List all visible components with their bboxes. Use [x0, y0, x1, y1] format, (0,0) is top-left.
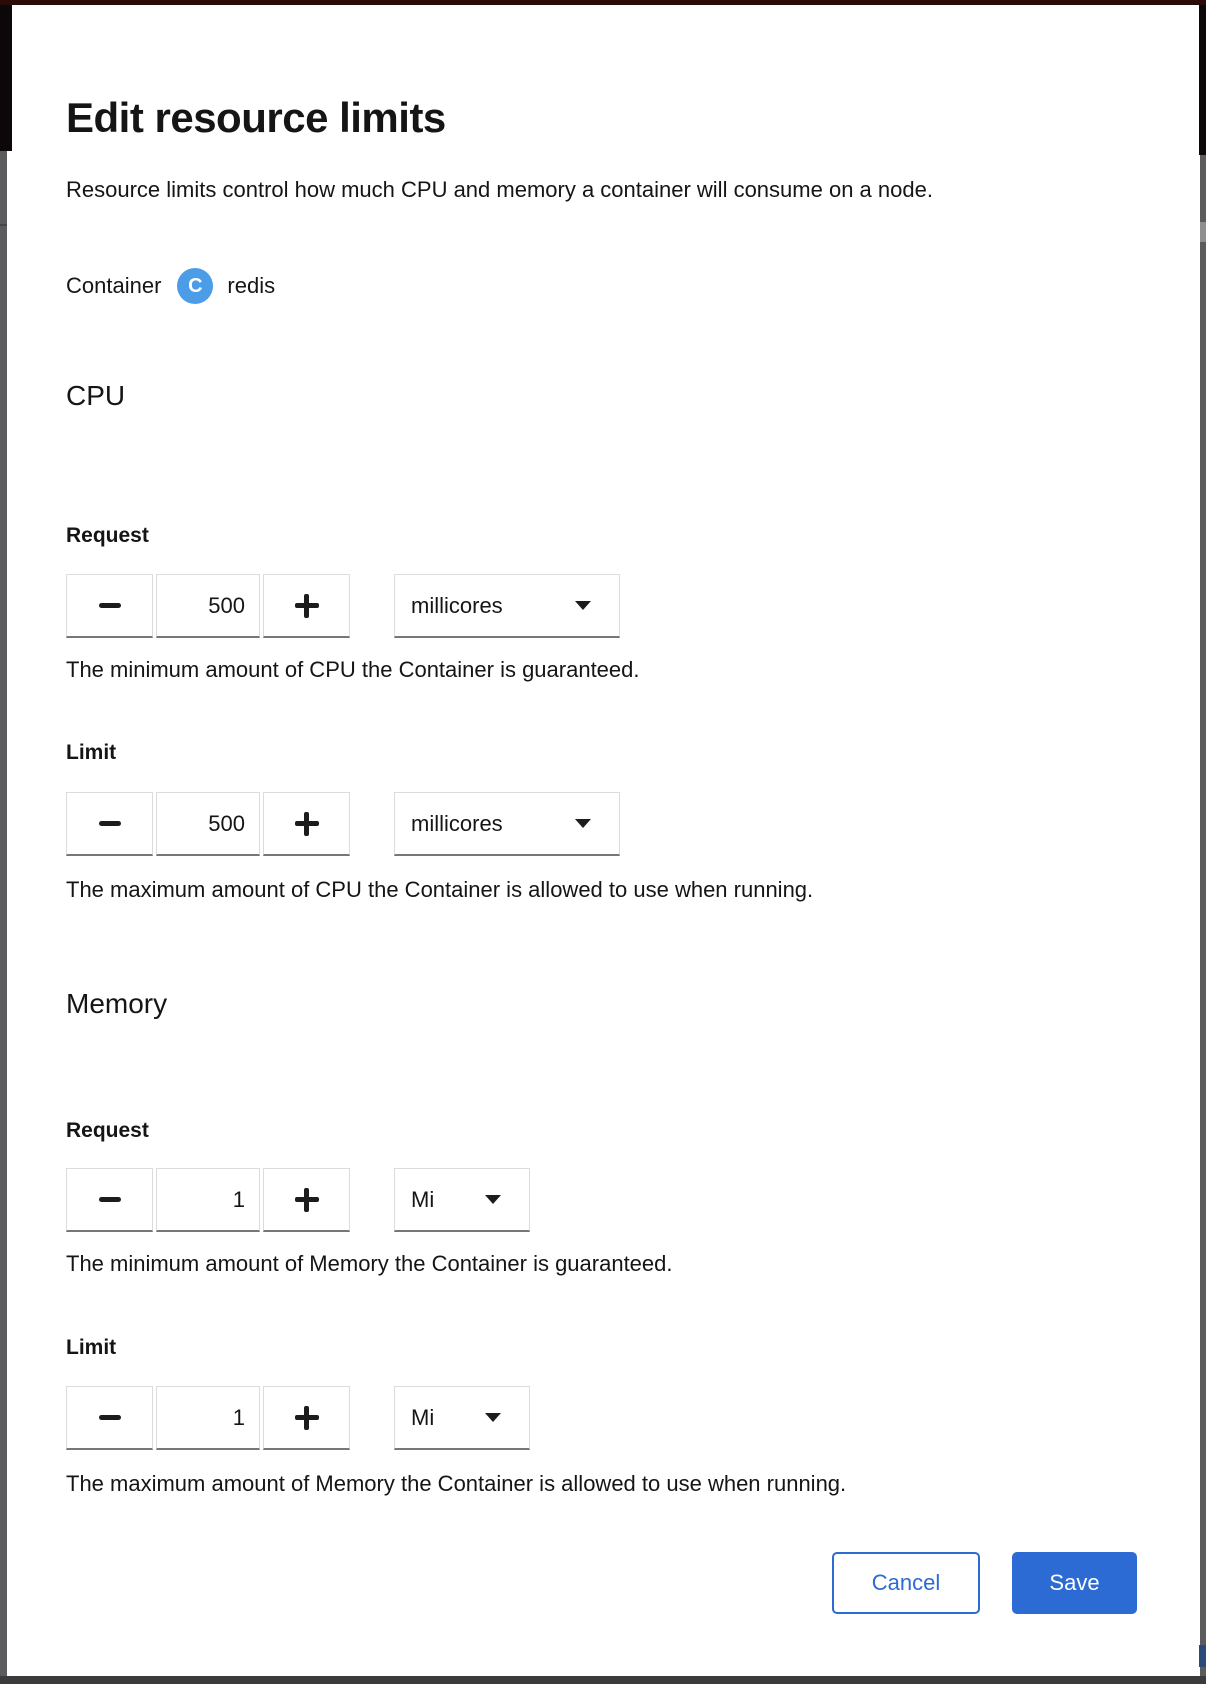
memory-request-label: Request: [66, 1119, 149, 1142]
memory-limit-input[interactable]: [157, 1387, 259, 1448]
page-edge-bottom: [0, 1676, 1206, 1684]
memory-request-unit-select[interactable]: [394, 1168, 530, 1232]
dialog-description: Resource limits control how much CPU and memory a container will consume on a node.: [66, 177, 933, 202]
cpu-request-input[interactable]: [157, 575, 259, 636]
memory-request-input-box: [156, 1168, 260, 1232]
cpu-request-stepper: [66, 574, 620, 638]
minus-button[interactable]: [66, 1168, 153, 1232]
container-badge-icon: C: [177, 268, 213, 304]
memory-request-unit-value: Mi: [411, 1186, 435, 1212]
memory-limit-stepper: [66, 1386, 530, 1450]
container-name: redis: [227, 273, 276, 298]
memory-limit-unit-value: Mi: [411, 1404, 435, 1430]
page-edge-right-scroll-thumb: [1200, 222, 1206, 242]
page-edge-right: [1200, 155, 1206, 1684]
page-edge-right-fragment: [1199, 1645, 1206, 1667]
memory-request-input[interactable]: [157, 1169, 259, 1230]
container-label: Container: [66, 273, 162, 298]
minus-icon: [99, 821, 121, 826]
memory-limit-help: The maximum amount of Memory the Container is allowed to use when running.: [66, 1471, 847, 1496]
cpu-limit-unit-value: millicores: [411, 810, 503, 836]
minus-button[interactable]: [66, 1386, 153, 1450]
save-button[interactable]: Save: [1012, 1552, 1137, 1614]
cpu-limit-stepper: [66, 792, 620, 856]
memory-limit-input-box: [156, 1386, 260, 1450]
page-edge-right-top: [1199, 5, 1206, 155]
caret-down-icon: [575, 819, 591, 828]
memory-limit-label: Limit: [66, 1336, 117, 1359]
cpu-limit-help: The maximum amount of CPU the Container is allowed to use when running.: [66, 877, 814, 902]
memory-request-help: The minimum amount of Memory the Container is guaranteed.: [66, 1251, 673, 1276]
plus-button[interactable]: [263, 1168, 350, 1232]
minus-icon: [99, 1415, 121, 1420]
sidebar-edge-top: [0, 5, 12, 151]
minus-icon: [99, 603, 121, 608]
container-row: [66, 262, 275, 310]
memory-limit-unit-select[interactable]: [394, 1386, 530, 1450]
page-edge-left: [0, 151, 7, 1684]
cpu-request-unit-value: millicores: [411, 592, 503, 618]
cpu-limit-label: Limit: [66, 741, 117, 764]
plus-button[interactable]: [263, 1386, 350, 1450]
cpu-request-unit-select[interactable]: [394, 574, 620, 638]
plus-icon: [295, 1188, 319, 1212]
caret-down-icon: [485, 1195, 501, 1204]
section-heading-cpu: CPU: [66, 380, 126, 411]
minus-button[interactable]: [66, 792, 153, 856]
caret-down-icon: [575, 601, 591, 610]
cpu-limit-input[interactable]: [157, 793, 259, 854]
minus-button[interactable]: [66, 574, 153, 638]
section-heading-memory: Memory: [66, 988, 168, 1019]
dialog-footer: [832, 1552, 1137, 1614]
plus-button[interactable]: [263, 574, 350, 638]
page-edge-left-divider: [0, 224, 7, 226]
caret-down-icon: [485, 1413, 501, 1422]
plus-icon: [295, 1406, 319, 1430]
cpu-request-label: Request: [66, 524, 149, 547]
plus-icon: [295, 594, 319, 618]
plus-button[interactable]: [263, 792, 350, 856]
cpu-limit-input-box: [156, 792, 260, 856]
cpu-request-help: The minimum amount of CPU the Container is guaranteed.: [66, 657, 640, 682]
dialog-title: Edit resource limits: [66, 94, 446, 141]
masthead-edge: [0, 0, 1206, 5]
plus-icon: [295, 812, 319, 836]
memory-request-stepper: [66, 1168, 530, 1232]
cpu-request-input-box: [156, 574, 260, 638]
cancel-button[interactable]: Cancel: [832, 1552, 980, 1614]
minus-icon: [99, 1197, 121, 1202]
cpu-limit-unit-select[interactable]: [394, 792, 620, 856]
